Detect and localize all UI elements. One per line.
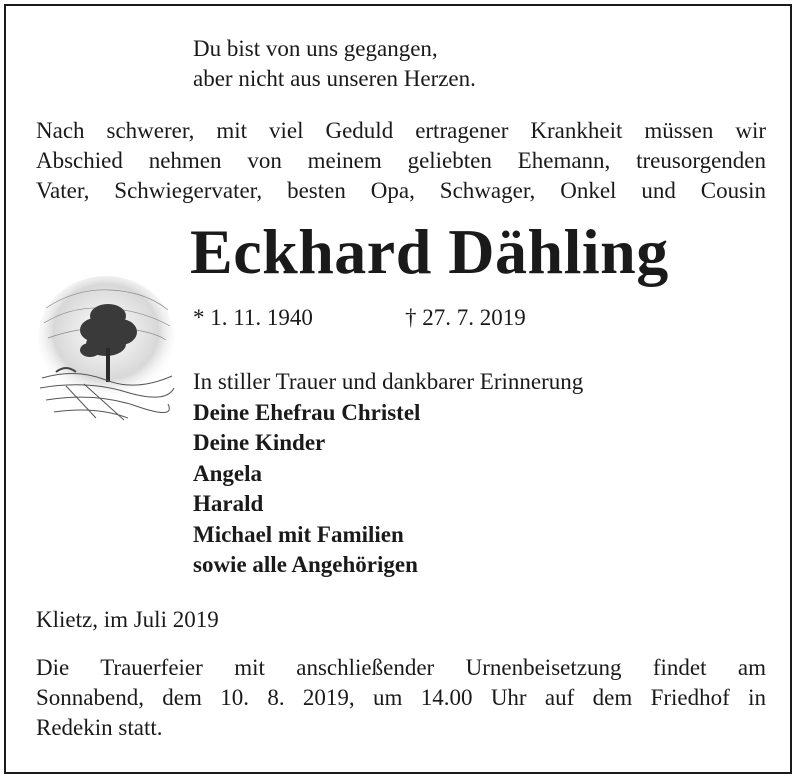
death-date: † 27. 7. 2019 xyxy=(405,305,526,330)
funeral-info xyxy=(36,653,766,743)
funeral-line: Die Trauerfeier mit anschließender Urnenbeisetzung findet am xyxy=(36,655,766,680)
motto xyxy=(193,34,476,94)
mourners-block xyxy=(193,367,583,581)
deceased-name: Eckhard Dähling xyxy=(190,216,669,287)
intro-line: Abschied nehmen von meinem geliebten Ehemann, treusorgenden xyxy=(36,148,766,173)
mourner-name: Deine Kinder xyxy=(193,430,326,455)
mourner-name: Michael mit Familien xyxy=(193,521,404,547)
motto-line: Du bist von uns gegangen, xyxy=(193,36,438,61)
mourner-name: Deine Ehefrau Christel xyxy=(193,399,421,425)
mourner-name: Harald xyxy=(193,491,264,516)
intro-line: Nach schwerer, mit viel Geduld ertragener Krankheit müssen wir xyxy=(36,118,766,143)
motto-line: aber nicht aus unseren Herzen. xyxy=(193,66,476,91)
intro-text xyxy=(36,116,766,206)
intro-line: Vater, Schwiegervater, besten Opa, Schwager, Onkel und Cousin xyxy=(36,178,766,203)
life-dates xyxy=(193,303,526,333)
place-date: Klietz, im Juli 2019 xyxy=(36,607,219,632)
birth-date: * 1. 11. 1940 xyxy=(193,305,313,330)
mourner-name: sowie alle Angehörigen xyxy=(193,552,418,577)
mourning-intro: In stiller Trauer und dankbarer Erinnerung xyxy=(193,369,584,394)
funeral-line: Redekin statt. xyxy=(36,715,163,740)
tree-landscape-sketch-icon xyxy=(36,268,176,430)
mourner-name: Angela xyxy=(193,460,262,486)
funeral-line: Sonnabend, dem 10. 8. 2019, um 14.00 Uhr auf dem Friedhof in xyxy=(36,685,766,710)
